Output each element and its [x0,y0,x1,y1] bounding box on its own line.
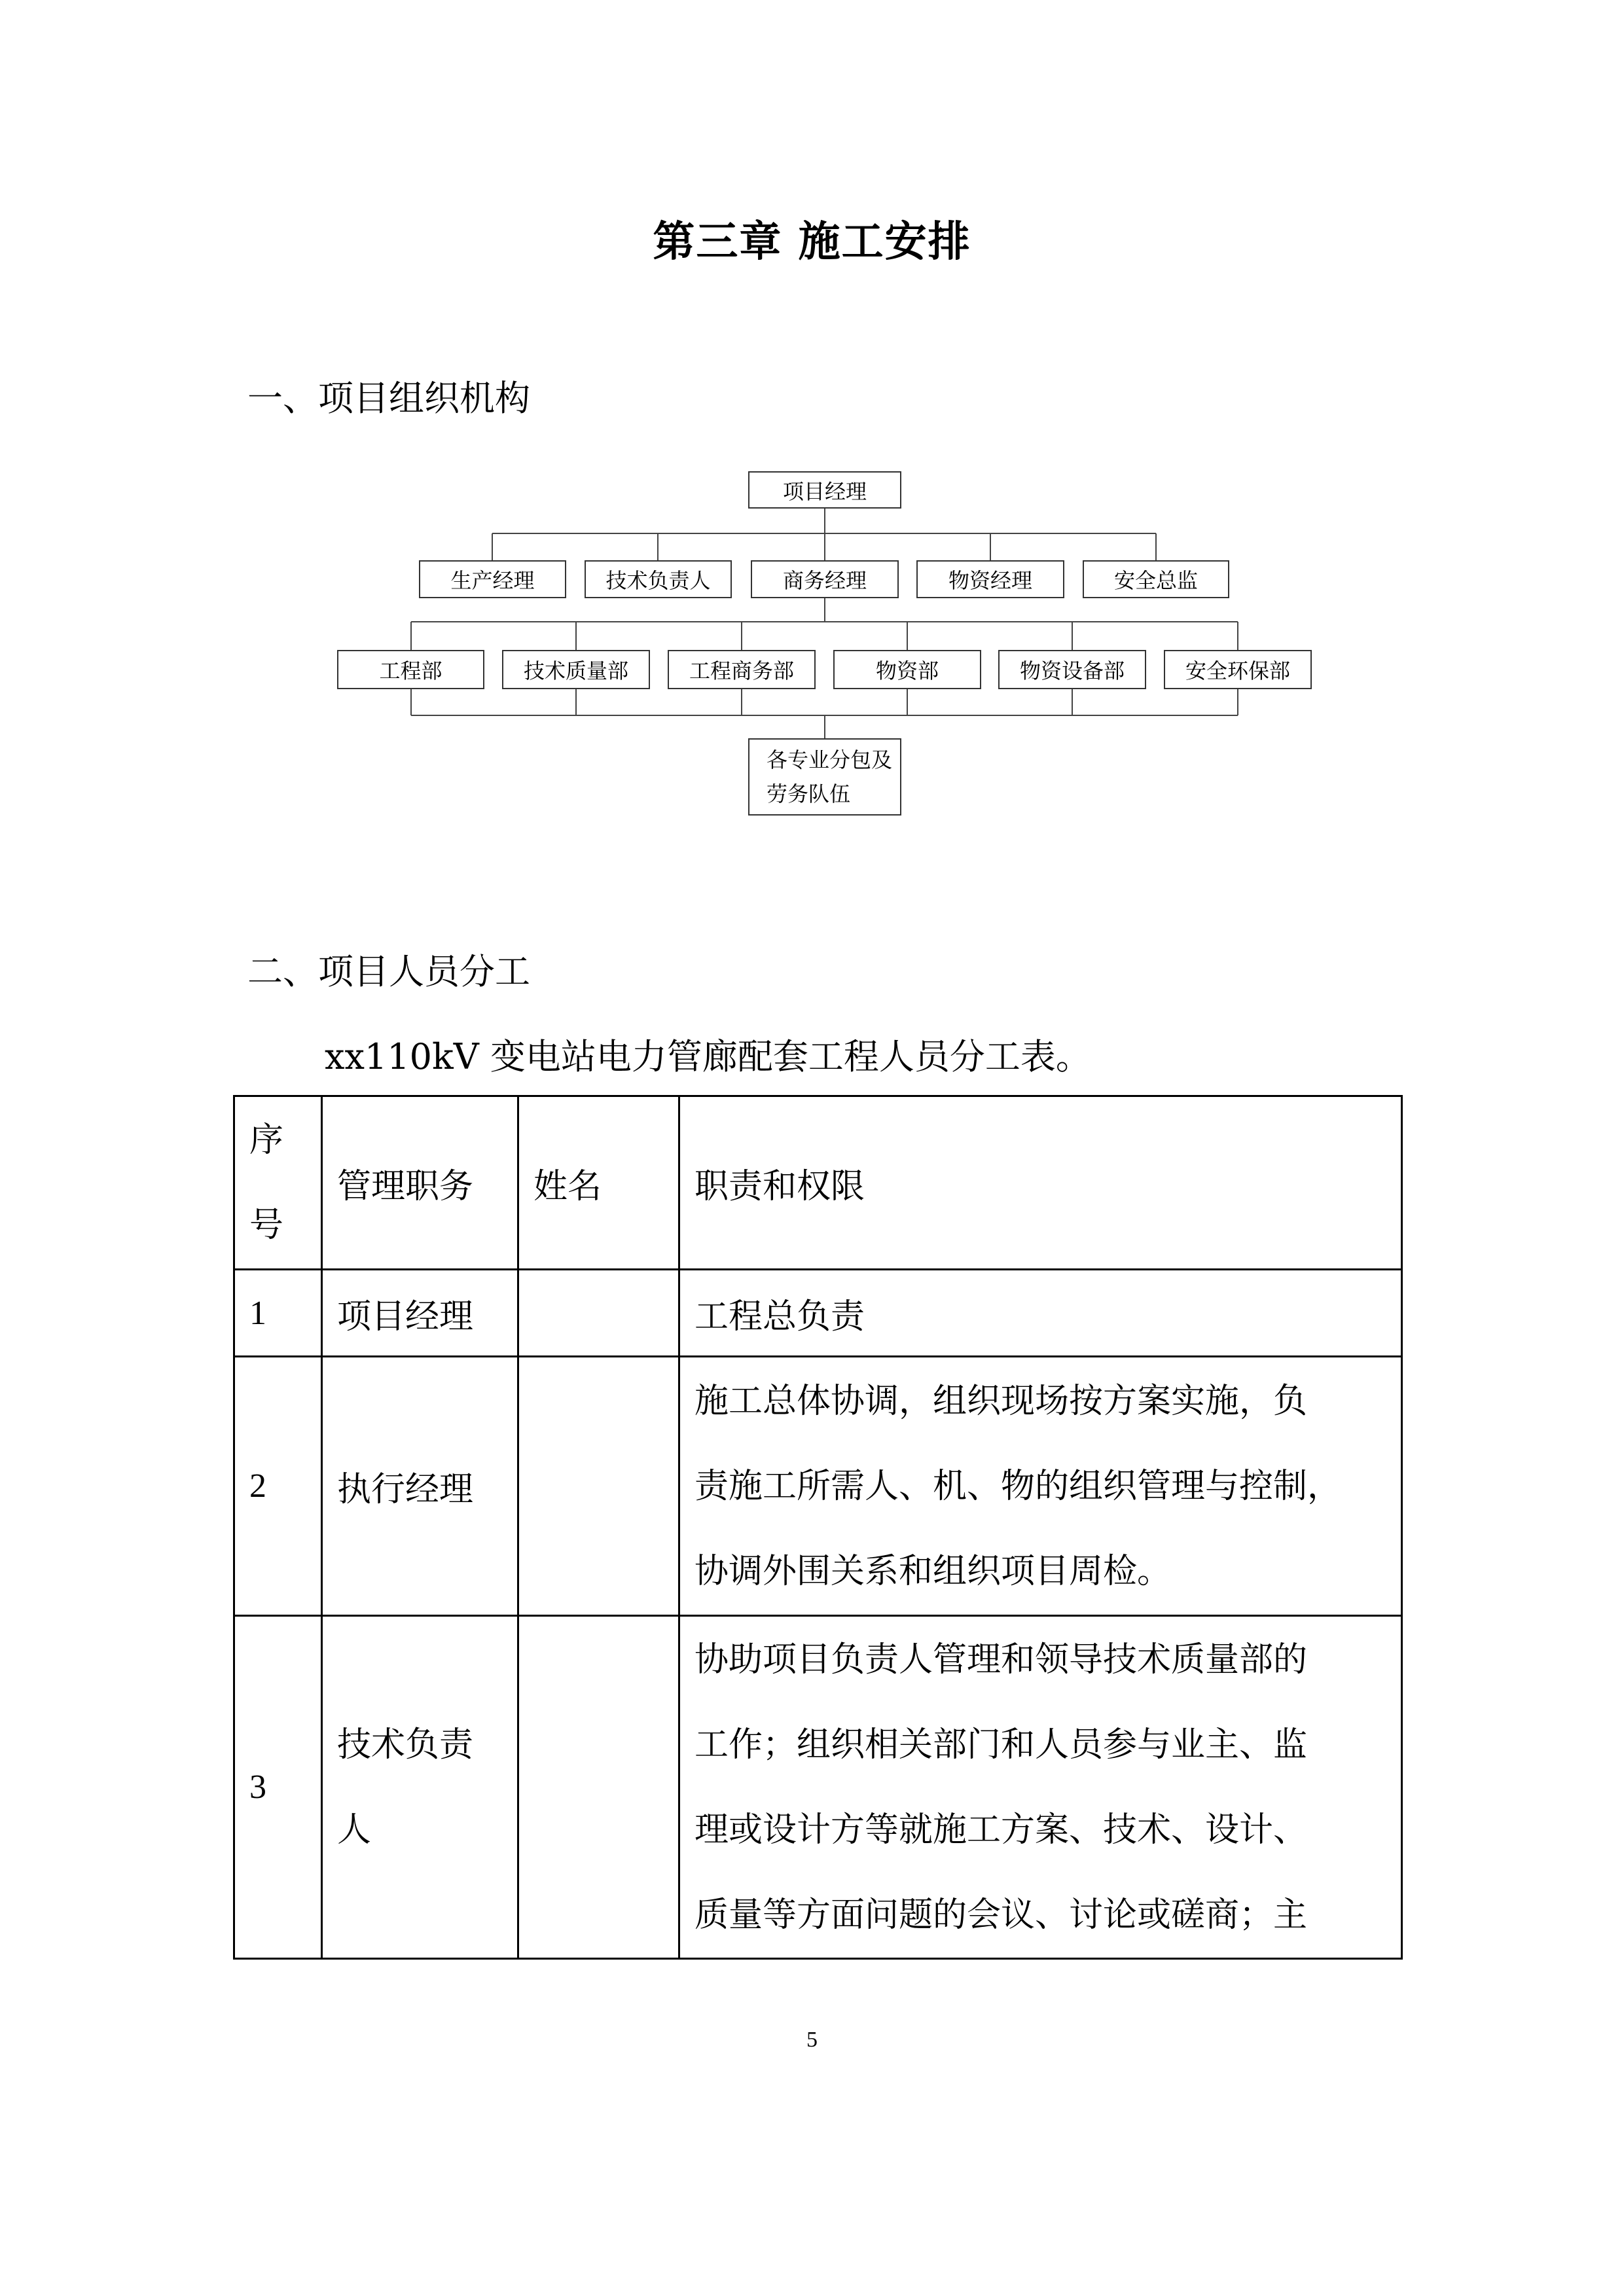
org-box-engineering-dept: 工程部 [337,650,484,689]
row-role [322,1616,518,1959]
header-name: 姓名 [518,1096,679,1270]
org-box-subcontractors [748,738,901,816]
org-box-business-manager: 商务经理 [751,560,899,598]
org-box-subcontractors-line2: 劳务队伍 [767,781,851,806]
row-role: 项目经理 [322,1270,518,1357]
header-no [234,1096,322,1270]
table-row [234,1270,1402,1357]
row-duty: 工程总负责 [679,1270,1402,1357]
row-no: 1 [234,1270,322,1357]
duty-line: 质量等方面问题的会议、讨论或磋商；主 [695,1895,1308,1935]
org-box-subcontractors-line1: 各专业分包及 [767,747,893,772]
org-box-safety-director: 安全总监 [1083,560,1229,598]
duty-line: 工作；组织相关部门和人员参与业主、监 [695,1725,1308,1765]
chapter-title: 第三章 施工安排 [653,217,971,266]
page-number: 5 [806,2028,818,2052]
org-box-production-manager: 生产经理 [419,560,566,598]
header-no-line2: 号 [249,1206,284,1245]
org-box-materials-manager: 物资经理 [916,560,1064,598]
duty-line: 施工总体协调，组织现场按方案实施，负 [695,1381,1308,1421]
org-box-technical-lead: 技术负责人 [585,560,732,598]
duty-line: 责施工所需人、机、物的组织管理与控制， [695,1466,1342,1506]
duty-line: 协调外围关系和组织项目周检。 [695,1551,1172,1591]
header-role: 管理职务 [322,1096,518,1270]
org-box-materials-dept: 物资部 [833,650,981,689]
row-role: 执行经理 [322,1357,518,1616]
row-no: 3 [234,1616,322,1959]
row-duty [679,1357,1402,1616]
org-box-safety-env-dept: 安全环保部 [1164,650,1312,689]
row-role-line2: 人 [337,1810,372,1850]
table-row [234,1357,1402,1616]
staff-table [233,1095,1403,1960]
row-name [518,1357,679,1616]
org-box-eng-business-dept: 工程商务部 [668,650,816,689]
section-heading-staff: 二、项目人员分工 [247,951,530,992]
row-name [518,1616,679,1959]
table-caption: xx110kV 变电站电力管廊配套工程人员分工表。 [325,1036,1091,1077]
header-duty: 职责和权限 [679,1096,1402,1270]
table-header-row [234,1096,1402,1270]
org-box-tech-quality-dept: 技术质量部 [502,650,650,689]
row-duty [679,1616,1402,1959]
row-no: 2 [234,1357,322,1616]
duty-line: 协助项目负责人管理和领导技术质量部的 [695,1640,1308,1679]
section-heading-org: 一、项目组织机构 [247,378,530,419]
duty-line: 理或设计方等就施工方案、技术、设计、 [695,1810,1308,1850]
org-box-project-manager: 项目经理 [748,471,901,509]
org-box-equipment-dept: 物资设备部 [998,650,1146,689]
table-row [234,1616,1402,1959]
row-name [518,1270,679,1357]
row-role-line1: 技术负责 [337,1725,474,1765]
header-no-line1: 序 [249,1121,284,1160]
